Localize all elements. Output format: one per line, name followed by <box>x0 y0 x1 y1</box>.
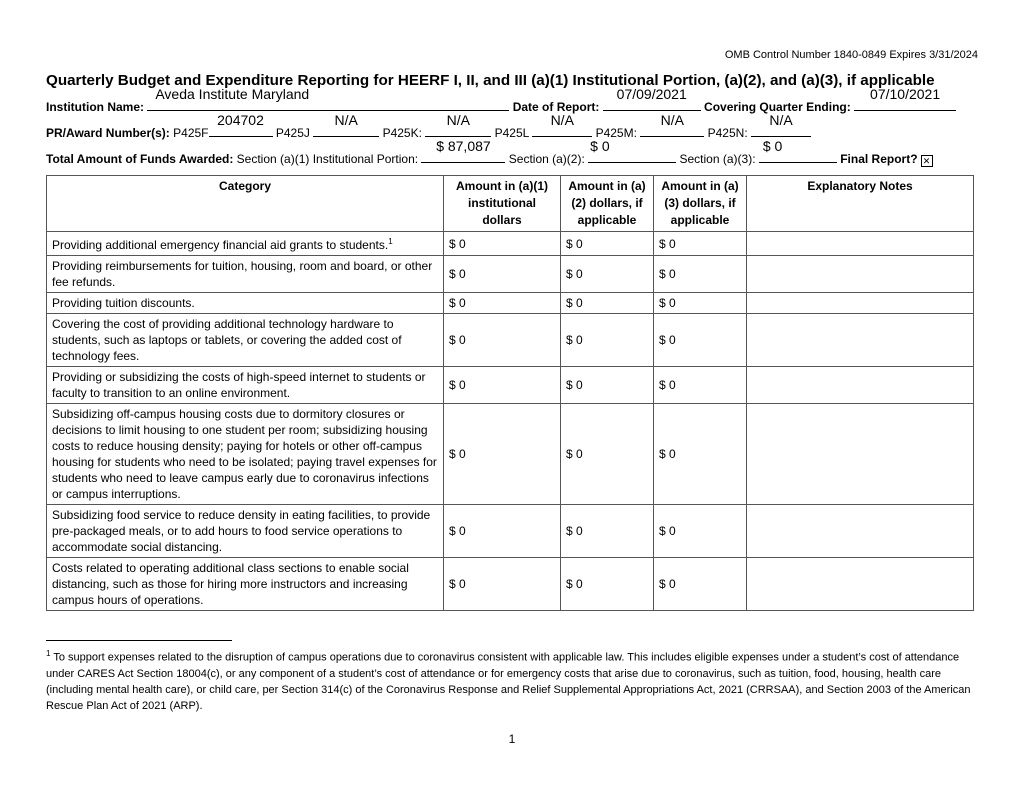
p425j-field[interactable] <box>313 112 379 137</box>
a3-value: $ 0 <box>762 138 783 154</box>
footnote-text: To support expenses related to the disruption of campus operations due to coronavirus consistent with applicable law. This includes eligible expenses under a student’s cost of attendance under CARES Act Section 18004(c), or any component of a student’s cost of attendance or for emergency costs that arise due to coronavirus, such as tuition, food, housing, health care (including mental health care), or child care, per Section 314(c) of the Coronavirus Response and Relief Supplemental Appropriations Act, 2021 (CRRSAA), and Section 2003 of the American Rescue Plan Act of 2021 (ARP). <box>46 651 971 712</box>
category-cell <box>47 367 444 404</box>
a2-field[interactable] <box>588 138 676 163</box>
p425f-label: P425F <box>173 126 209 140</box>
budget-table <box>46 175 974 611</box>
footnote-ref: 1 <box>388 237 393 246</box>
footnote <box>46 646 976 714</box>
funds-line <box>46 138 933 167</box>
amount-a2-cell[interactable]: $ 0 <box>561 293 654 314</box>
table-row <box>47 367 974 404</box>
pr-label: PR/Award Number(s): <box>46 126 170 140</box>
p425n-value: N/A <box>769 112 793 128</box>
header-category: Category <box>47 176 444 232</box>
final-report-checkbox[interactable]: ✕ <box>921 155 933 167</box>
table-row <box>47 256 974 293</box>
institution-value: Aveda Institute Maryland <box>155 86 310 102</box>
notes-cell[interactable] <box>747 505 974 558</box>
p425m-label: P425M: <box>595 126 637 140</box>
p425k-value: N/A <box>446 112 470 128</box>
p425f-field[interactable] <box>209 112 273 137</box>
amount-a3-cell[interactable]: $ 0 <box>654 558 747 611</box>
amount-a3-cell[interactable]: $ 0 <box>654 232 747 256</box>
a1-field[interactable] <box>421 138 505 163</box>
a3-label: Section (a)(3): <box>679 152 756 166</box>
amount-a3-cell[interactable]: $ 0 <box>654 367 747 404</box>
table-row <box>47 505 974 558</box>
p425k-label: P425K: <box>382 126 422 140</box>
amount-a3-cell[interactable]: $ 0 <box>654 404 747 505</box>
p425j-value: N/A <box>334 112 358 128</box>
amount-a3-cell[interactable]: $ 0 <box>654 293 747 314</box>
table-row <box>47 558 974 611</box>
header-a3: Amount in (a)(3) dollars, if applicable <box>654 176 747 232</box>
a3-field[interactable] <box>759 138 837 163</box>
category-text: Providing additional emergency financial aid grants to students. <box>52 238 389 252</box>
institution-label: Institution Name: <box>46 100 144 114</box>
table-row <box>47 404 974 505</box>
p425m-value: N/A <box>660 112 684 128</box>
notes-cell[interactable] <box>747 367 974 404</box>
amount-a1-cell[interactable]: $ 0 <box>444 505 561 558</box>
page-number: 1 <box>508 732 516 746</box>
footnote-divider <box>46 640 232 641</box>
page-title: Quarterly Budget and Expenditure Reporting for HEERF I, II, and III (a)(1) Institutional Portion, (a)(2), and (a)(3), if applicable <box>46 72 935 89</box>
amount-a3-cell[interactable]: $ 0 <box>654 505 747 558</box>
amount-a1-cell[interactable]: $ 0 <box>444 293 561 314</box>
p425l-value: N/A <box>550 112 574 128</box>
category-text: Costs related to operating additional class sections to enable social distancing, such as those for hiring more instructors and increasing campus hours of operations. <box>52 561 409 607</box>
notes-cell[interactable] <box>747 314 974 367</box>
date-label: Date of Report: <box>512 100 600 114</box>
table-row <box>47 232 974 256</box>
category-text: Covering the cost of providing additional technology hardware to students, such as laptops or tablets, or covering the added cost of technology fees. <box>52 317 402 363</box>
header-a2: Amount in (a)(2) dollars, if applicable <box>561 176 654 232</box>
amount-a2-cell[interactable]: $ 0 <box>561 232 654 256</box>
amount-a1-cell[interactable]: $ 0 <box>444 232 561 256</box>
notes-cell[interactable] <box>747 256 974 293</box>
p425n-field[interactable] <box>751 112 811 137</box>
omb-control-number: OMB Control Number 1840-0849 Expires 3/31/2024 <box>724 49 978 61</box>
amount-a2-cell[interactable]: $ 0 <box>561 314 654 367</box>
p425f-value: 204702 <box>217 112 264 128</box>
institution-field[interactable] <box>147 86 509 111</box>
amount-a1-cell[interactable]: $ 0 <box>444 367 561 404</box>
category-cell <box>47 256 444 293</box>
amount-a1-cell[interactable]: $ 0 <box>444 558 561 611</box>
p425m-field[interactable] <box>640 112 704 137</box>
amount-a2-cell[interactable]: $ 0 <box>561 404 654 505</box>
quarter-field[interactable] <box>854 86 956 111</box>
header-a1: Amount in (a)(1) institutional dollars <box>444 176 561 232</box>
amount-a3-cell[interactable]: $ 0 <box>654 314 747 367</box>
category-text: Providing reimbursements for tuition, housing, room and board, or other fee refunds. <box>52 259 433 289</box>
category-cell <box>47 314 444 367</box>
p425n-label: P425N: <box>707 126 748 140</box>
p425l-field[interactable] <box>532 112 592 137</box>
notes-cell[interactable] <box>747 293 974 314</box>
date-value: 07/09/2021 <box>616 86 687 102</box>
amount-a2-cell[interactable]: $ 0 <box>561 367 654 404</box>
category-cell <box>47 558 444 611</box>
amount-a3-cell[interactable]: $ 0 <box>654 256 747 293</box>
table-row <box>47 314 974 367</box>
amount-a1-cell[interactable]: $ 0 <box>444 404 561 505</box>
category-cell <box>47 232 444 256</box>
notes-cell[interactable] <box>747 232 974 256</box>
amount-a1-cell[interactable]: $ 0 <box>444 314 561 367</box>
category-text: Subsidizing off-campus housing costs due to dormitory closures or decisions to limit housing to one student per room; subsidizing housing costs to reduce housing density; paying for hotels or other off-campus housing for students who need to be isolated; paying travel expenses for students who need to leave campus early due to coronavirus infections or campus interruptions. <box>52 407 437 501</box>
notes-cell[interactable] <box>747 404 974 505</box>
quarter-label: Covering Quarter Ending: <box>704 100 851 114</box>
category-cell <box>47 404 444 505</box>
amount-a2-cell[interactable]: $ 0 <box>561 505 654 558</box>
a2-value: $ 0 <box>590 138 610 154</box>
a2-label: Section (a)(2): <box>508 152 585 166</box>
amount-a2-cell[interactable]: $ 0 <box>561 256 654 293</box>
p425k-field[interactable] <box>425 112 491 137</box>
quarter-value: 07/10/2021 <box>870 86 941 102</box>
date-field[interactable] <box>603 86 701 111</box>
p425j-label: P425J <box>275 126 310 140</box>
category-text: Subsidizing food service to reduce density in eating facilities, to provide pre-packaged meals, or to add hours to food service operations to accommodate social distancing. <box>52 508 431 554</box>
table-header-row <box>47 176 974 232</box>
amount-a1-cell[interactable]: $ 0 <box>444 256 561 293</box>
final-report-label: Final Report? <box>840 152 918 166</box>
category-cell <box>47 293 444 314</box>
notes-cell[interactable] <box>747 558 974 611</box>
category-text: Providing or subsidizing the costs of high-speed internet to students or faculty to transition to an online environment. <box>52 370 426 400</box>
total-label: Total Amount of Funds Awarded: <box>46 152 234 166</box>
a1-label: Section (a)(1) Institutional Portion: <box>236 152 419 166</box>
category-cell <box>47 505 444 558</box>
institution-line <box>46 86 956 114</box>
category-text: Providing tuition discounts. <box>52 296 195 310</box>
footnote-mark: 1 <box>46 649 51 658</box>
p425l-label: P425L <box>494 126 529 140</box>
a1-value: $ 87,087 <box>436 138 491 154</box>
header-notes: Explanatory Notes <box>747 176 974 232</box>
table-row <box>47 293 974 314</box>
amount-a2-cell[interactable]: $ 0 <box>561 558 654 611</box>
